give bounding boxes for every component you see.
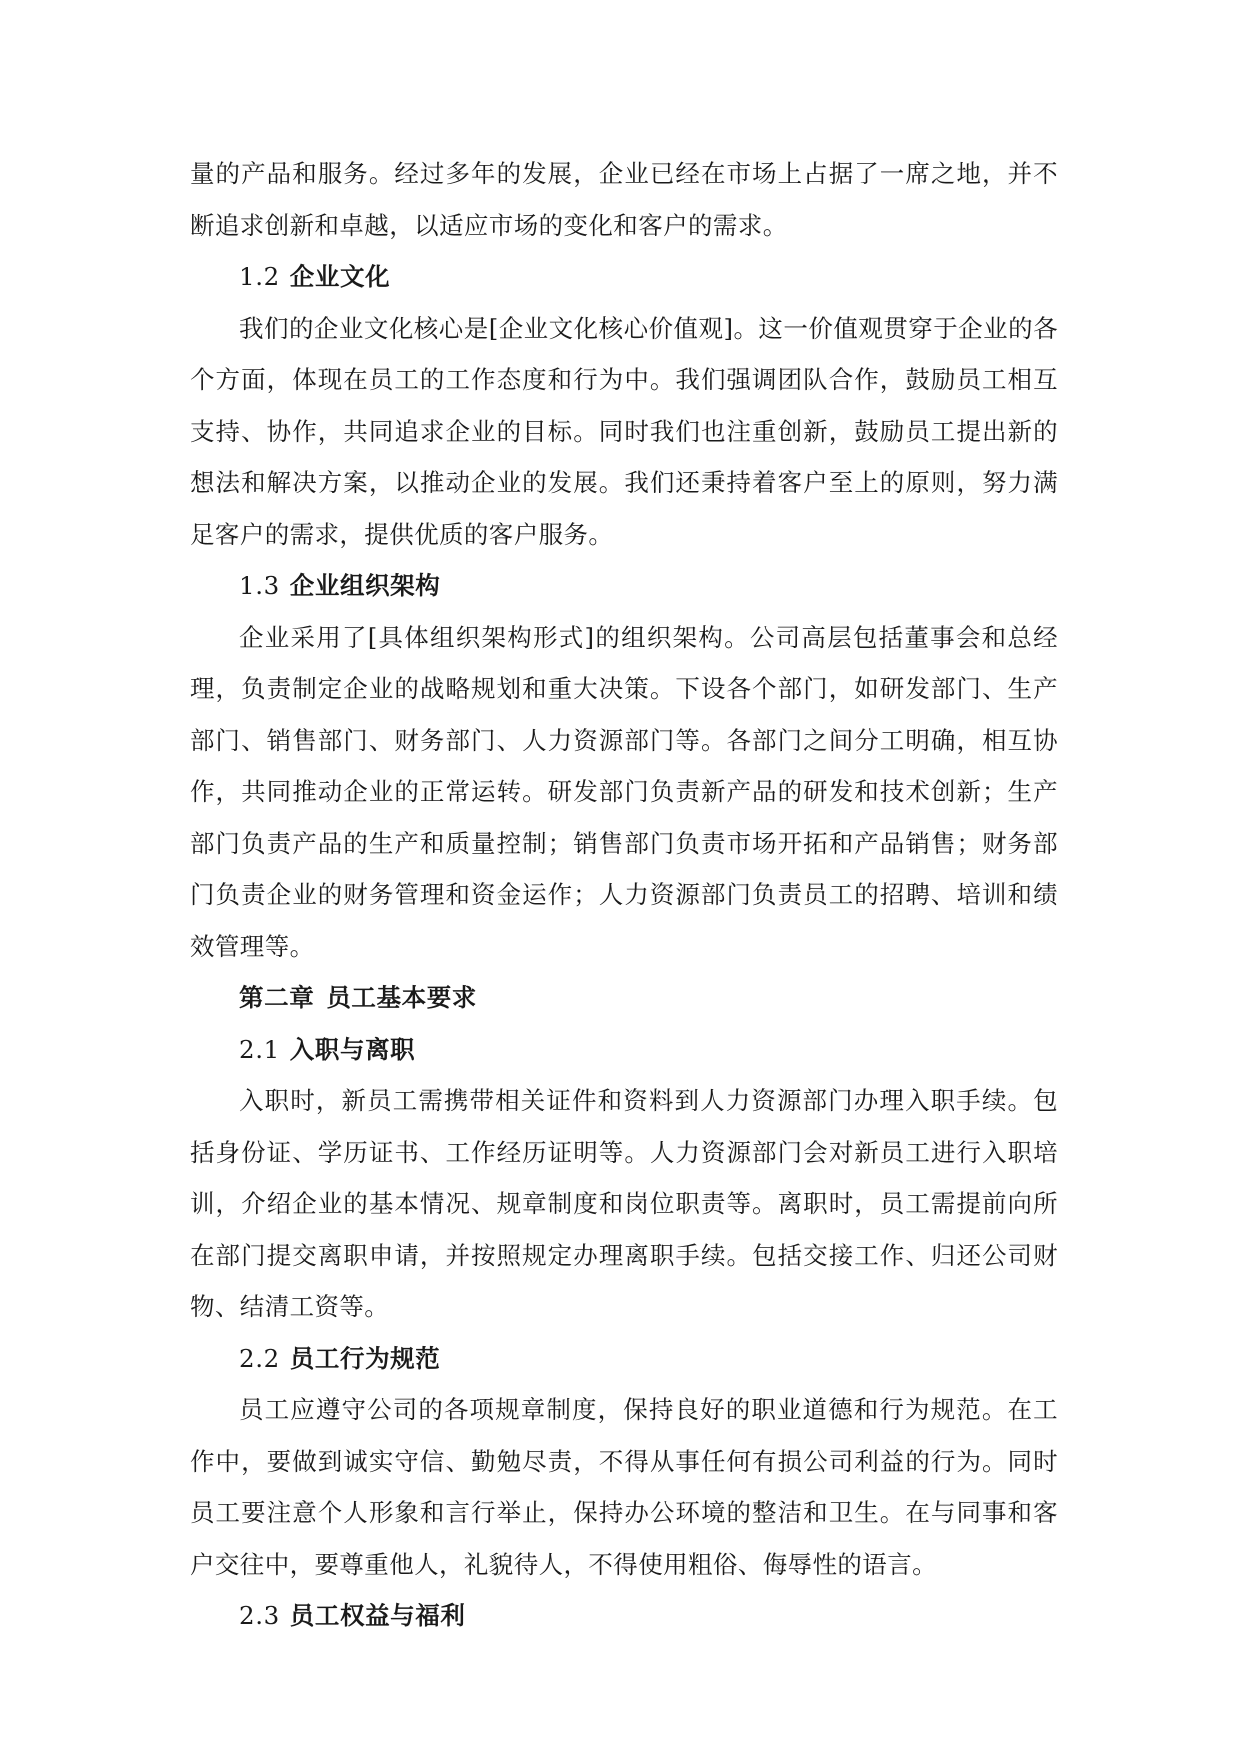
section-title: 企业文化: [289, 262, 391, 291]
section-heading-2-2: [190, 1333, 1058, 1385]
paragraph-org-structure: 企业采用了[具体组织架构形式]的组织架构。公司高层包括董事会和总经理，负责制定企业的战略规划和重大决策。下设各个部门，如研发部门、生产部门、销售部门、财务部门、人力资源部门等。各部门之间分工明确，相互协作，共同推动企业的正常运转。研发部门负责新产品的研发和技术创新；生产部门负责产品的生产和质量控制；销售部门负责市场开拓和产品销售；财务部门负责企业的财务管理和资金运作；人力资源部门负责员工的招聘、培训和绩效管理等。: [190, 622, 1058, 961]
section-title: 员工行为规范: [289, 1343, 441, 1373]
section-title: 入职与离职: [289, 1034, 416, 1064]
section-heading-1-2: [190, 251, 1058, 303]
chapter-heading-2: [190, 972, 1058, 1024]
section-number: 2.2: [239, 1343, 280, 1373]
section-number: 2.3: [239, 1601, 280, 1630]
section-heading-2-1: [190, 1024, 1058, 1076]
paragraph-conduct: 员工应遵守公司的各项规章制度，保持良好的职业道德和行为规范。在工作中，要做到诚实守信、勤勉尽责，不得从事任何有损公司利益的行为。同时员工要注意个人形象和言行举止，保持办公环境的整洁和卫生。在与同事和客户交往中，要尊重他人，礼貌待人，不得使用粗俗、侮辱性的语言。: [190, 1395, 1058, 1579]
document-page: [190, 148, 1058, 1642]
paragraph-culture: 我们的企业文化核心是[企业文化核心价值观]。这一价值观贯穿于企业的各个方面，体现在员工的工作态度和行为中。我们强调团队合作，鼓励员工相互支持、协作，共同追求企业的目标。同时我们也注重创新，鼓励员工提出新的想法和解决方案，以推动企业的发展。我们还秉持着客户至上的原则，努力满足客户的需求，提供优质的客户服务。: [190, 313, 1058, 549]
chapter-label: 第二章: [239, 983, 315, 1012]
section-number: 2.1: [239, 1034, 280, 1064]
section-heading-1-3: [190, 560, 1058, 612]
chapter-title: 员工基本要求: [326, 983, 477, 1012]
section-title: 企业组织架构: [289, 571, 441, 600]
section-number: 1.3: [239, 571, 280, 600]
section-number: 1.2: [239, 262, 280, 291]
paragraph-entry-exit: 入职时，新员工需携带相关证件和资料到人力资源部门办理入职手续。包括身份证、学历证书、工作经历证明等。人力资源部门会对新员工进行入职培训，介绍企业的基本情况、规章制度和岗位职责等。离职时，员工需提前向所在部门提交离职申请，并按照规定办理离职手续。包括交接工作、归还公司财物、结清工资等。: [190, 1086, 1058, 1321]
paragraph-intro-continued: 量的产品和服务。经过多年的发展，企业已经在市场上占据了一席之地，并不断追求创新和卓越，以适应市场的变化和客户的需求。: [190, 159, 1058, 240]
section-heading-2-3: [190, 1590, 1058, 1642]
section-title: 员工权益与福利: [289, 1601, 466, 1630]
